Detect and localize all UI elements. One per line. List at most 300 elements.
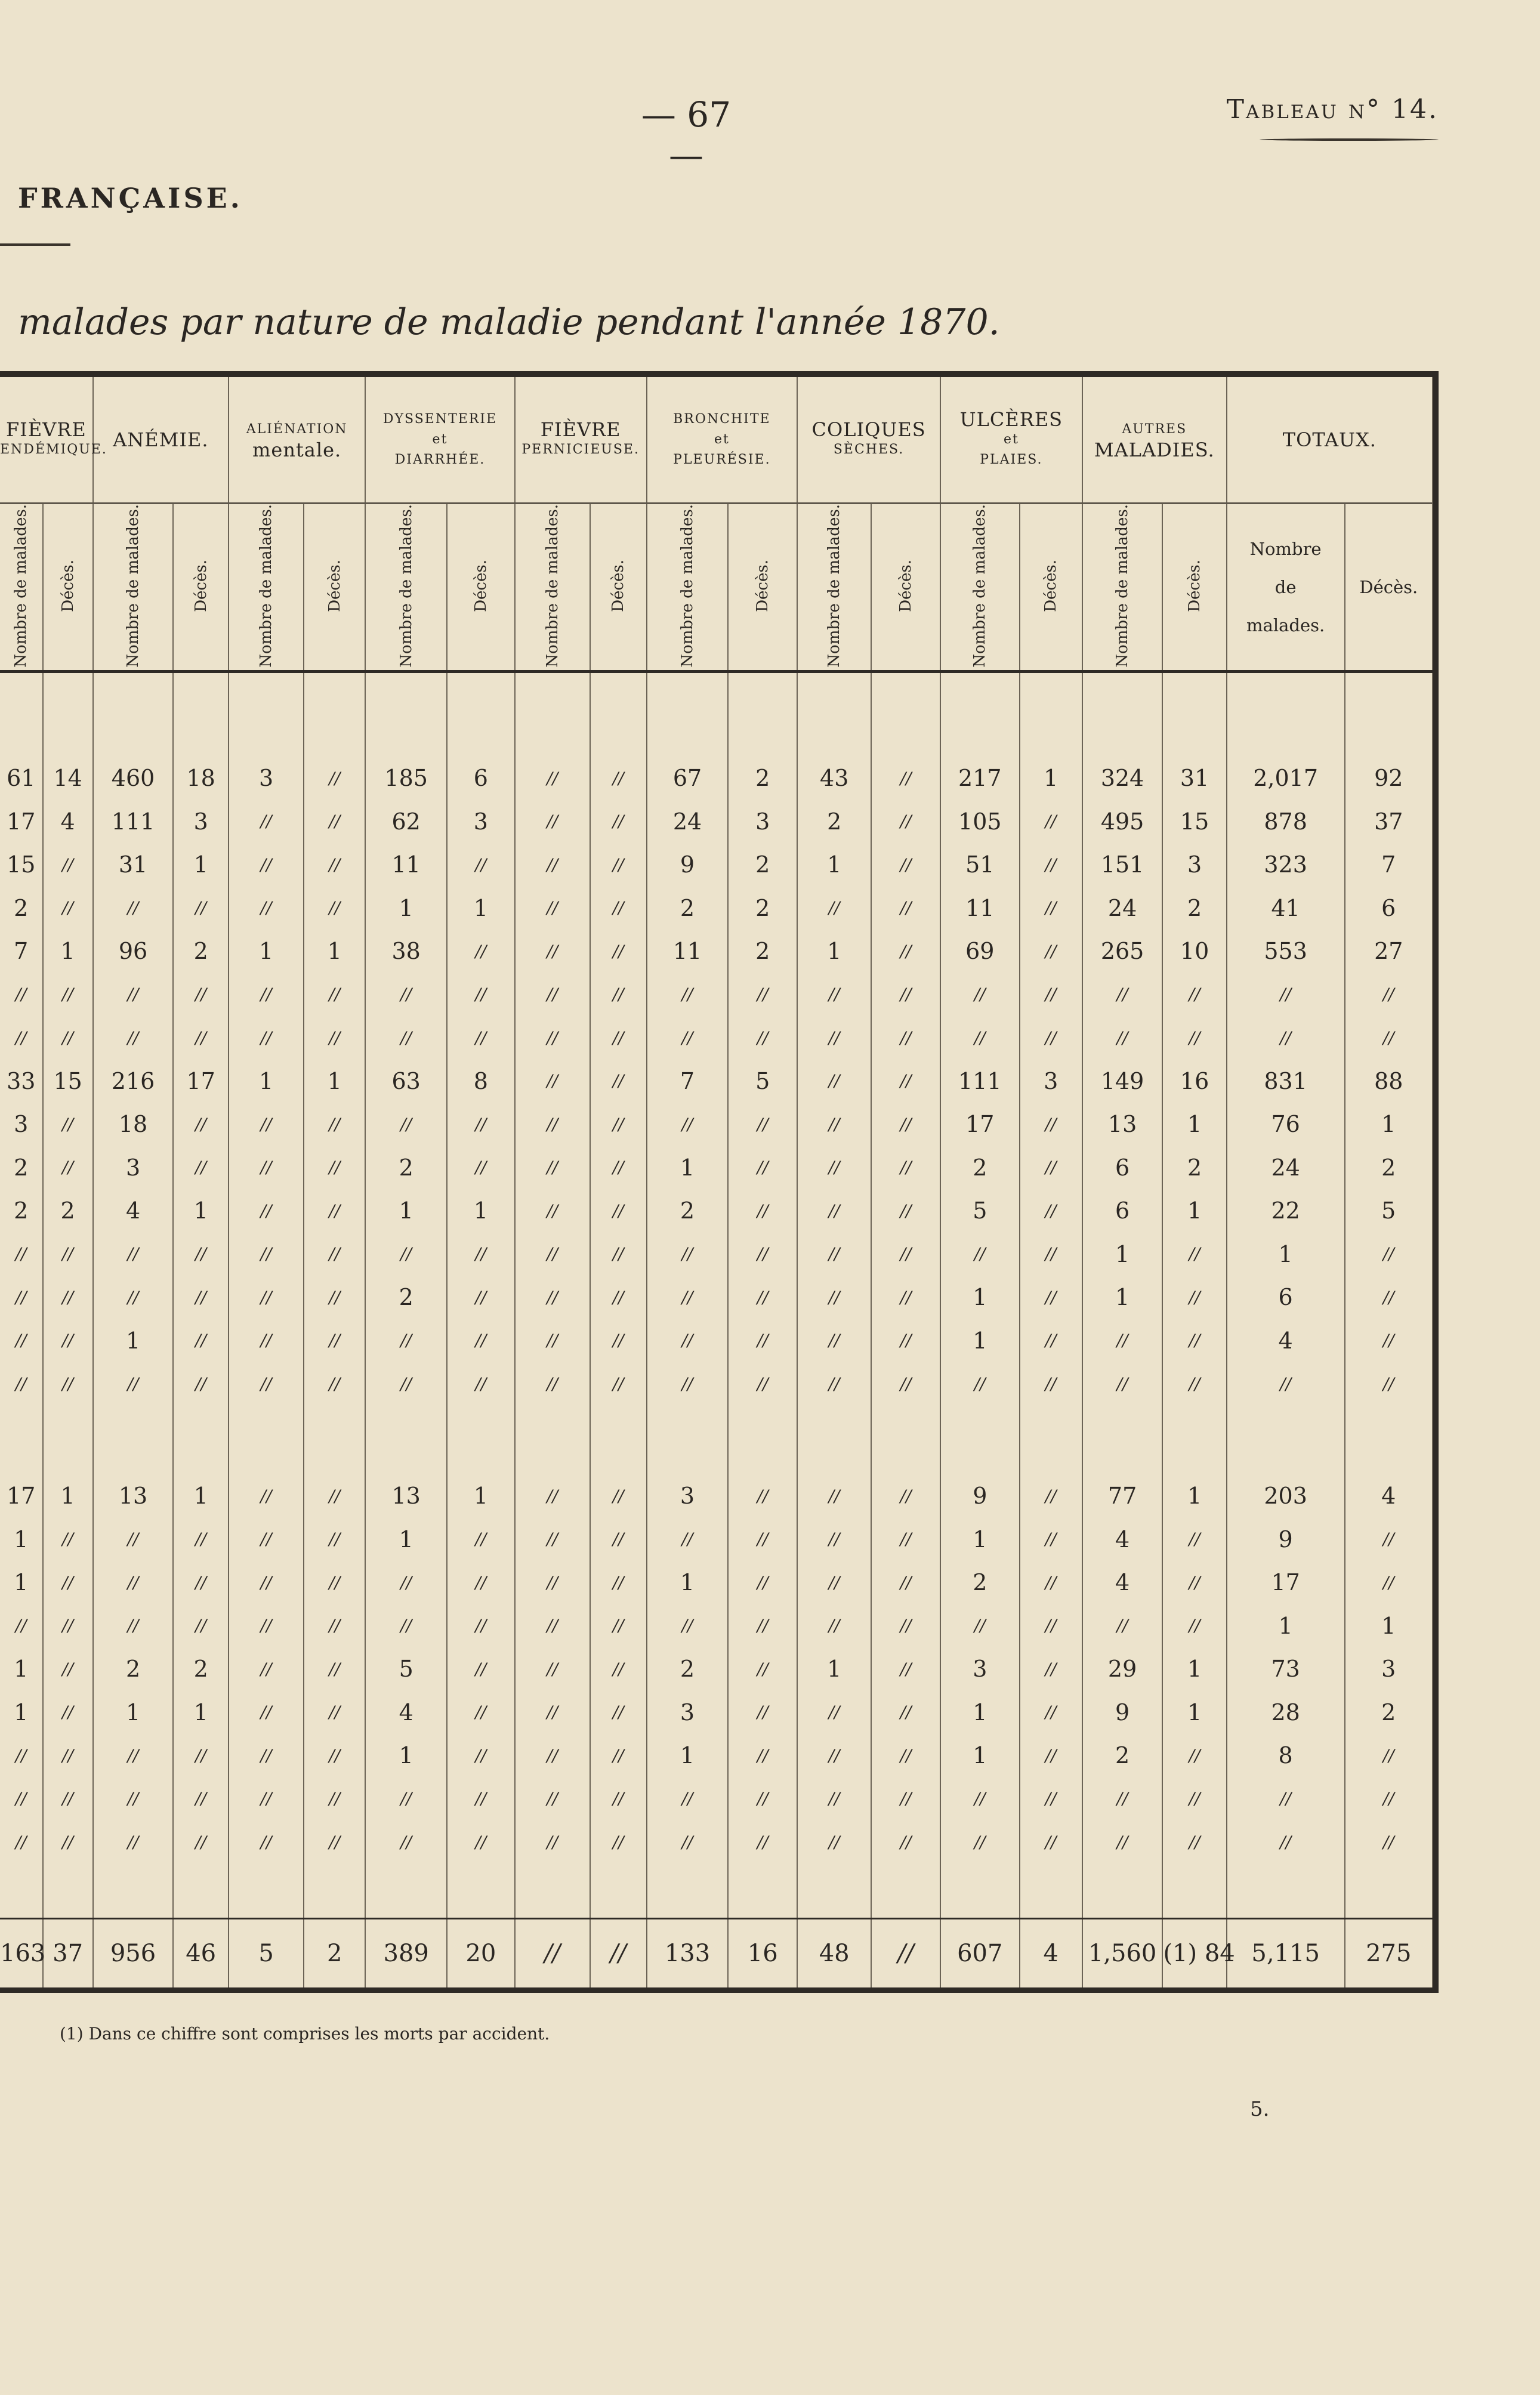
table-cell: 2	[940, 1146, 1020, 1190]
table-cell: 3	[728, 800, 797, 843]
table-cell: 18	[173, 757, 229, 800]
table-cell: //	[1082, 1319, 1163, 1363]
total-cell: 37	[43, 1919, 93, 1987]
spacer-cell	[647, 1406, 729, 1474]
table-cell: 3	[1162, 843, 1226, 887]
table-cell: //	[1020, 1604, 1082, 1647]
table-cell: //	[647, 973, 729, 1017]
table-cell: //	[365, 1103, 447, 1146]
table-cell: //	[447, 1146, 515, 1190]
table-cell: 4	[93, 1189, 174, 1233]
table-cell: 31	[1162, 757, 1226, 800]
table-cell: 69	[940, 930, 1020, 973]
table-cell: 1	[0, 1647, 43, 1691]
table-cell: 3	[1020, 1060, 1082, 1103]
spacer-cell	[93, 671, 174, 714]
table-cell: 2	[43, 1189, 93, 1233]
table-cell: //	[1020, 886, 1082, 930]
spacer-cell	[365, 671, 447, 714]
table-cell: //	[173, 1276, 229, 1319]
spacer-cell	[797, 1406, 871, 1474]
spacer-cell	[229, 1863, 304, 1918]
spacer-cell	[304, 1863, 365, 1918]
table-cell: //	[515, 1474, 590, 1518]
total-cell: 607	[940, 1919, 1020, 1987]
table-cell: //	[93, 1561, 174, 1604]
table-cell: //	[871, 1319, 940, 1363]
table-cell: //	[1345, 1276, 1433, 1319]
table-cell: //	[728, 1016, 797, 1060]
table-cell: //	[304, 843, 365, 887]
subheader-label: Décès.	[192, 559, 210, 612]
table-cell: //	[590, 886, 647, 930]
table-cell: 13	[93, 1474, 174, 1518]
table-cell: //	[173, 1233, 229, 1276]
total-cell: 20	[447, 1919, 515, 1987]
table-cell: 2	[728, 930, 797, 973]
table-row	[0, 930, 1433, 973]
table-cell: //	[590, 843, 647, 887]
table-cell: 4	[1227, 1319, 1345, 1363]
table-cell: 14	[43, 757, 93, 800]
table-cell: 73	[1227, 1647, 1345, 1691]
table-cell: //	[365, 1016, 447, 1060]
table-cell: 88	[1345, 1060, 1433, 1103]
table-cell: //	[0, 1604, 43, 1647]
table-cell: //	[1345, 973, 1433, 1017]
table-cell: 61	[0, 757, 43, 800]
total-cell: 1,560	[1082, 1919, 1163, 1987]
table-cell: //	[93, 1820, 174, 1864]
table-cell: 185	[365, 757, 447, 800]
table-cell: //	[1020, 1690, 1082, 1734]
table-cell: //	[173, 973, 229, 1017]
table-cell: //	[940, 1016, 1020, 1060]
table-cell: //	[365, 1604, 447, 1647]
table-cell: //	[590, 1276, 647, 1319]
table-cell: //	[728, 1362, 797, 1406]
table-cell: 18	[93, 1103, 174, 1146]
table-cell: //	[304, 1362, 365, 1406]
table-cell: //	[1082, 1777, 1163, 1820]
table-cell: //	[515, 1146, 590, 1190]
table-row	[0, 1820, 1433, 1864]
spacer-cell	[871, 671, 940, 714]
total-cell: //	[515, 1919, 590, 1987]
spacer-cell	[797, 671, 871, 714]
table-cell: 76	[1227, 1103, 1345, 1146]
table-cell: //	[515, 1561, 590, 1604]
table-cell: //	[590, 757, 647, 800]
table-cell: //	[447, 1233, 515, 1276]
table-cell: 111	[940, 1060, 1020, 1103]
table-cell: 2	[1162, 1146, 1226, 1190]
column-group-label: ENDÉMIQUE.	[0, 442, 107, 457]
table-cell: 4	[365, 1690, 447, 1734]
table-cell: 1	[365, 1734, 447, 1777]
spacer-cell	[304, 714, 365, 757]
table-cell: //	[229, 1276, 304, 1319]
spacer-cell	[229, 1406, 304, 1474]
spacer-cell	[1082, 1406, 1163, 1474]
table-cell: //	[304, 800, 365, 843]
table-cell: //	[1345, 1233, 1433, 1276]
table-cell: 15	[1162, 800, 1226, 843]
table-cell: //	[304, 1146, 365, 1190]
table-cell: //	[590, 1146, 647, 1190]
table-cell: 1	[304, 930, 365, 973]
table-cell: //	[93, 1276, 174, 1319]
table-cell: //	[515, 1734, 590, 1777]
table-cell: //	[515, 1362, 590, 1406]
spacer-cell	[447, 671, 515, 714]
table-cell: 105	[940, 800, 1020, 843]
spacer-cell	[1345, 1406, 1433, 1474]
table-cell: 2	[647, 1647, 729, 1691]
table-cell: //	[1227, 1016, 1345, 1060]
table-cell: //	[871, 1604, 940, 1647]
spacer-cell	[515, 1863, 590, 1918]
table-cell: 3	[173, 800, 229, 843]
spacer-cell	[647, 1863, 729, 1918]
table-cell: //	[647, 1233, 729, 1276]
column-group-header	[1082, 377, 1227, 504]
table-cell: 15	[0, 843, 43, 887]
table-cell: //	[728, 1647, 797, 1691]
patients-subheader	[1082, 504, 1163, 672]
spacer-cell	[728, 1406, 797, 1474]
table-cell: 15	[43, 1060, 93, 1103]
column-group-header	[0, 377, 107, 504]
table-cell: 43	[797, 757, 871, 800]
deaths-subheader	[1020, 504, 1082, 672]
table-cell: //	[871, 1103, 940, 1146]
spacer-cell	[229, 714, 304, 757]
spacer-cell	[0, 714, 43, 757]
subheader-label: Décès.	[609, 559, 628, 612]
table-cell: 4	[1082, 1561, 1163, 1604]
table-cell: //	[797, 1276, 871, 1319]
table-cell: //	[871, 843, 940, 887]
table-cell: 37	[1345, 800, 1433, 843]
table-cell: //	[229, 800, 304, 843]
table-cell: //	[43, 973, 93, 1017]
table-cell: //	[1020, 843, 1082, 887]
table-cell: //	[0, 1233, 43, 1276]
table-cell: 1	[1227, 1604, 1345, 1647]
deaths-subheader	[43, 504, 93, 672]
spacer-row	[0, 671, 1433, 714]
table-cell: //	[515, 886, 590, 930]
column-group-label: PERNICIEUSE.	[521, 442, 640, 457]
table-cell: //	[871, 930, 940, 973]
table-cell: //	[0, 1820, 43, 1864]
table-cell: //	[515, 930, 590, 973]
table-cell: //	[797, 1060, 871, 1103]
column-group-label: et	[432, 432, 448, 447]
table-cell: 17	[940, 1103, 1020, 1146]
spacer-cell	[590, 714, 647, 757]
table-cell: 2	[0, 886, 43, 930]
table-cell: //	[229, 1604, 304, 1647]
table-cell: //	[871, 1146, 940, 1190]
table-cell: 11	[647, 930, 729, 973]
table-cell: //	[647, 1319, 729, 1363]
table-cell: //	[797, 1820, 871, 1864]
table-cell: //	[173, 1146, 229, 1190]
table-cell: //	[1020, 1647, 1082, 1691]
table-cell: //	[304, 1276, 365, 1319]
table-cell: 1	[647, 1146, 729, 1190]
column-group-label: DIARRHÉE.	[394, 452, 486, 467]
table-cell: //	[229, 1362, 304, 1406]
table-cell: //	[797, 886, 871, 930]
table-cell: //	[1345, 1777, 1433, 1820]
table-cell: //	[304, 1103, 365, 1146]
spacer-cell	[728, 671, 797, 714]
table-cell: //	[797, 1146, 871, 1190]
disease-table	[0, 377, 1433, 1987]
table-cell: //	[871, 1820, 940, 1864]
table-cell: //	[1345, 1319, 1433, 1363]
table-cell: 1	[0, 1561, 43, 1604]
subheader-label: Nombre de malades.	[12, 504, 30, 668]
table-cell: 2	[647, 886, 729, 930]
table-cell: 1	[1345, 1103, 1433, 1146]
table-cell: //	[93, 1016, 174, 1060]
table-cell: //	[590, 1103, 647, 1146]
table-cell: //	[515, 1233, 590, 1276]
table-cell: //	[173, 1103, 229, 1146]
spacer-cell	[229, 671, 304, 714]
column-group-label: BRONCHITE	[673, 412, 771, 427]
table-row	[0, 1233, 1433, 1276]
deaths-subheader	[1162, 504, 1226, 672]
table-cell: //	[173, 1777, 229, 1820]
column-group-label: ULCÈRES	[959, 408, 1063, 431]
table-cell: 38	[365, 930, 447, 973]
total-cell: 4	[1020, 1919, 1082, 1987]
spacer-cell	[515, 1406, 590, 1474]
spacer-cell	[871, 1406, 940, 1474]
table-cell: //	[43, 1103, 93, 1146]
spacer-cell	[940, 1863, 1020, 1918]
table-cell: //	[304, 1690, 365, 1734]
table-cell: 3	[647, 1690, 729, 1734]
table-cell: //	[447, 973, 515, 1017]
table-cell: 1	[940, 1276, 1020, 1319]
table-cell: 553	[1227, 930, 1345, 973]
table-cell: //	[590, 800, 647, 843]
table-cell: 2	[173, 930, 229, 973]
table-cell: //	[1020, 800, 1082, 843]
table-cell: //	[229, 886, 304, 930]
table-cell: 1	[647, 1561, 729, 1604]
table-cell: 1	[0, 1690, 43, 1734]
deaths-subheader	[447, 504, 515, 672]
table-cell: 216	[93, 1060, 174, 1103]
spacer-cell	[0, 671, 43, 714]
table-cell: //	[647, 1016, 729, 1060]
table-cell: //	[447, 843, 515, 887]
spacer-cell	[0, 1863, 43, 1918]
table-cell: //	[1162, 1820, 1226, 1864]
table-cell: //	[1162, 1362, 1226, 1406]
table-cell: //	[1020, 1474, 1082, 1518]
subheader-label: Nombre de malades.	[1113, 504, 1132, 668]
spacer-cell	[173, 671, 229, 714]
table-cell: //	[447, 1647, 515, 1691]
table-cell: 6	[1082, 1146, 1163, 1190]
table-cell: 2	[647, 1189, 729, 1233]
table-cell: //	[1162, 1319, 1226, 1363]
total-cell: 275	[1345, 1919, 1433, 1987]
subheader-label: Décès.	[471, 559, 490, 612]
spacer-cell	[93, 714, 174, 757]
table-cell: //	[590, 930, 647, 973]
spacer-cell	[93, 1406, 174, 1474]
table-cell: //	[447, 1517, 515, 1561]
table-cell: //	[93, 1233, 174, 1276]
table-cell: //	[797, 1474, 871, 1518]
table-cell: 9	[940, 1474, 1020, 1518]
spacer-cell	[1162, 1406, 1226, 1474]
spacer-cell	[871, 714, 940, 757]
spacer-row	[0, 1863, 1433, 1918]
table-cell: //	[515, 1060, 590, 1103]
table-cell: //	[93, 1777, 174, 1820]
table-cell: //	[173, 1517, 229, 1561]
table-cell: //	[1345, 1016, 1433, 1060]
table-row	[0, 1777, 1433, 1820]
spacer-cell	[1082, 714, 1163, 757]
table-cell: 2	[728, 843, 797, 887]
table-cell: //	[0, 1362, 43, 1406]
table-cell: 9	[1082, 1690, 1163, 1734]
deaths-subheader	[173, 504, 229, 672]
table-cell: 5	[728, 1060, 797, 1103]
table-cell: //	[871, 1474, 940, 1518]
table-cell: 4	[1082, 1517, 1163, 1561]
patients-subheader	[0, 504, 43, 672]
table-cell: //	[871, 1189, 940, 1233]
table-cell: //	[1162, 1276, 1226, 1319]
table-cell: //	[304, 757, 365, 800]
table-cell: //	[0, 973, 43, 1017]
spacer-cell	[797, 714, 871, 757]
table-cell: //	[590, 1319, 647, 1363]
table-cell: 1	[173, 1474, 229, 1518]
table-cell: 1	[1345, 1604, 1433, 1647]
table-cell: //	[1020, 1016, 1082, 1060]
totals-row	[0, 1919, 1433, 1987]
table-cell: //	[365, 1820, 447, 1864]
table-cell: 28	[1227, 1690, 1345, 1734]
patients-subheader	[229, 504, 304, 672]
spacer-cell	[43, 1406, 93, 1474]
table-cell: //	[940, 1233, 1020, 1276]
column-group-label: FIÈVRE	[540, 418, 621, 441]
table-cell: 17	[173, 1060, 229, 1103]
subheader-label: Nombre	[1249, 538, 1322, 559]
column-group-header	[515, 377, 647, 504]
table-cell: 11	[940, 886, 1020, 930]
table-cell: //	[1082, 973, 1163, 1017]
table-cell: 29	[1082, 1647, 1163, 1691]
table-cell: //	[590, 1517, 647, 1561]
table-cell: //	[590, 1474, 647, 1518]
table-cell: //	[871, 1690, 940, 1734]
table-cell: 22	[1227, 1189, 1345, 1233]
table-cell: //	[93, 1734, 174, 1777]
total-cell: (1) 84	[1162, 1919, 1226, 1987]
table-cell: //	[173, 1604, 229, 1647]
spacer-row	[0, 714, 1433, 757]
table-cell: //	[647, 1362, 729, 1406]
table-cell: //	[1020, 930, 1082, 973]
table-cell: 27	[1345, 930, 1433, 973]
total-cell: 16	[728, 1919, 797, 1987]
footnote: (1) Dans ce chiffre sont comprises les morts par accident.	[60, 2024, 550, 2044]
table-cell: //	[871, 1647, 940, 1691]
table-cell: //	[797, 1189, 871, 1233]
table-cell: //	[43, 886, 93, 930]
spacer-cell	[590, 671, 647, 714]
table-cell: //	[871, 1016, 940, 1060]
table-cell: //	[304, 1647, 365, 1691]
spacer-cell	[1162, 714, 1226, 757]
subheader-label: Nombre de malades.	[971, 504, 989, 668]
table-cell: 1	[304, 1060, 365, 1103]
table-row	[0, 1276, 1433, 1319]
table-cell: //	[43, 1777, 93, 1820]
table-cell: 1	[1227, 1233, 1345, 1276]
total-cell: 5,115	[1227, 1919, 1345, 1987]
table-cell: 2	[173, 1647, 229, 1691]
table-cell: //	[871, 1517, 940, 1561]
table-row	[0, 843, 1433, 887]
table-cell: //	[1345, 1820, 1433, 1864]
table-row	[0, 1517, 1433, 1561]
table-cell: //	[229, 1146, 304, 1190]
table-cell: //	[1082, 1016, 1163, 1060]
table-cell: 3	[447, 800, 515, 843]
table-cell: 17	[0, 800, 43, 843]
table-cell: 1	[93, 1690, 174, 1734]
patients-subheader	[365, 504, 447, 672]
table-cell: 62	[365, 800, 447, 843]
table-cell: 24	[1082, 886, 1163, 930]
heading-rule	[0, 243, 70, 246]
table-cell: 3	[940, 1647, 1020, 1691]
table-cell: //	[728, 1146, 797, 1190]
table-cell: 7	[0, 930, 43, 973]
table-cell: 33	[0, 1060, 43, 1103]
spacer-cell	[728, 1863, 797, 1918]
table-cell: //	[797, 1319, 871, 1363]
table-cell: 1	[1082, 1233, 1163, 1276]
table-cell: //	[797, 1362, 871, 1406]
table-cell: 2	[728, 757, 797, 800]
table-cell: 1	[797, 1647, 871, 1691]
subheader-label: Décès.	[58, 559, 77, 612]
table-cell: //	[590, 1016, 647, 1060]
table-cell: 1	[1082, 1276, 1163, 1319]
table-cell: 4	[43, 800, 93, 843]
spacer-cell	[1020, 1406, 1082, 1474]
spacer-cell	[1227, 1406, 1345, 1474]
table-cell: //	[728, 1189, 797, 1233]
